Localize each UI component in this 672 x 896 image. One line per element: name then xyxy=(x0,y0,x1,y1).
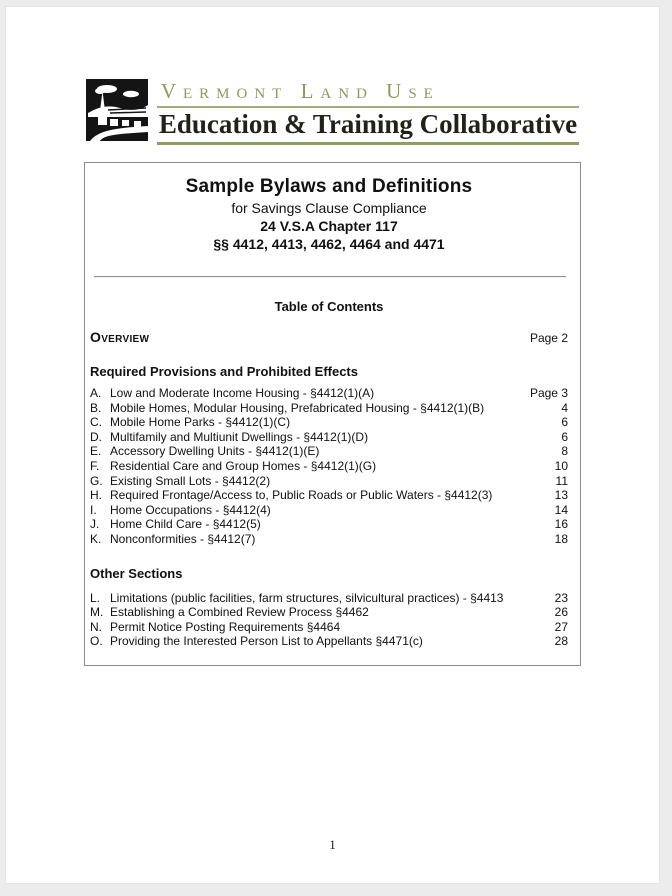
toc-item-page: 8 xyxy=(561,444,568,459)
toc-item-letter: F. xyxy=(90,458,100,473)
toc-section2-heading: Other Sections xyxy=(90,565,183,581)
toc-item-letter: L. xyxy=(90,590,101,605)
toc-item xyxy=(90,517,568,532)
toc-item-page: 23 xyxy=(554,590,568,605)
toc-item-text: Mobile Homes, Modular Housing, Prefabricated Housing - §4412(1)(B) xyxy=(110,400,485,415)
page-number: 1 xyxy=(329,837,336,852)
toc-item xyxy=(90,415,568,430)
toc-item-page: 14 xyxy=(554,502,568,517)
toc-item-page: 11 xyxy=(555,473,568,488)
toc-item-text: Permit Notice Posting Requirements §4464 xyxy=(110,619,341,634)
toc-item xyxy=(90,430,568,445)
toc-item-letter: J. xyxy=(90,517,100,532)
toc-overview-row xyxy=(90,329,568,345)
toc-item-letter: A. xyxy=(90,386,102,400)
toc-item-letter: K. xyxy=(90,531,102,546)
toc-item-page: Page 3 xyxy=(529,386,568,400)
toc-item-text: Mobile Home Parks - §4412(1)(C) xyxy=(110,415,291,430)
toc-item xyxy=(90,444,568,459)
toc-item-text: Establishing a Combined Review Process §4462 xyxy=(110,605,369,620)
toc-item xyxy=(90,474,568,489)
toc-section2-list xyxy=(90,591,568,649)
toc-item xyxy=(90,386,568,401)
org-logo xyxy=(6,79,659,145)
toc-item-page: 27 xyxy=(554,619,568,634)
table-of-contents-box xyxy=(84,162,581,666)
toc-item-letter: N. xyxy=(90,619,102,634)
toc-item-page: 4 xyxy=(561,400,568,415)
toc-item-page: 10 xyxy=(554,458,568,473)
toc-overview-label: Overview xyxy=(90,329,150,345)
village-scene-logo-icon xyxy=(86,79,148,141)
toc-item xyxy=(90,620,568,635)
toc-item xyxy=(90,488,568,503)
document-page xyxy=(5,6,660,884)
toc-item-letter: G. xyxy=(90,473,103,488)
toc-item-letter: M. xyxy=(90,605,104,620)
toc-item-letter: C. xyxy=(90,415,102,430)
document-subtitle-1: for Savings Clause Compliance xyxy=(231,200,427,216)
toc-item-page: 6 xyxy=(561,429,568,444)
toc-item-letter: I. xyxy=(90,502,97,517)
toc-item xyxy=(90,605,568,620)
toc-item-letter: B. xyxy=(90,400,102,415)
org-logo-text xyxy=(157,79,579,145)
toc-item-text: Home Child Care - §4412(5) xyxy=(110,517,261,532)
document-subtitle-2: 24 V.S.A Chapter 117 xyxy=(260,218,398,234)
toc-item-text: Home Occupations - §4412(4) xyxy=(110,502,271,517)
toc-item-text: Limitations (public facilities, farm structures, silvicultural practices) - §4413 xyxy=(110,590,504,605)
toc-item-text: Low and Moderate Income Housing - §4412(1)(A) xyxy=(110,386,375,400)
toc-item-text: Nonconformities - §4412(7) xyxy=(110,531,256,546)
toc-item-letter: D. xyxy=(90,429,102,444)
toc-item xyxy=(90,401,568,416)
toc-item xyxy=(90,532,568,547)
toc-item-text: Residential Care and Group Homes - §4412(1)(G) xyxy=(110,458,377,473)
org-name-line1: Vermont Land Use xyxy=(157,79,579,108)
toc-item-text: Providing the Interested Person List to Appellants §4471(c) xyxy=(110,634,423,649)
org-name-line2: Education & Training Collaborative xyxy=(157,108,579,145)
toc-item-text: Required Frontage/Access to, Public Roads or Public Waters - §4412(3) xyxy=(110,488,493,503)
toc-item-page: 18 xyxy=(554,531,568,546)
toc-item-page: 28 xyxy=(554,634,568,649)
toc-item-letter: H. xyxy=(90,488,102,503)
toc-heading: Table of Contents xyxy=(274,299,384,314)
toc-item-letter: O. xyxy=(90,634,103,649)
toc-item xyxy=(90,503,568,518)
toc-item-text: Accessory Dwelling Units - §4412(1)(E) xyxy=(110,444,320,459)
toc-item-page: 26 xyxy=(554,605,568,620)
horizontal-divider xyxy=(94,276,566,278)
toc-item-page: 13 xyxy=(554,488,568,503)
toc-overview-page: Page 2 xyxy=(529,331,568,345)
toc-item-page: 16 xyxy=(554,517,568,532)
toc-item-page: 6 xyxy=(561,415,568,430)
toc-section1-heading: Required Provisions and Prohibited Effects xyxy=(90,364,358,379)
toc-item xyxy=(90,634,568,649)
document-subtitle-3: §§ 4412, 4413, 4462, 4464 and 4471 xyxy=(213,236,445,252)
toc-item-text: Existing Small Lots - §4412(2) xyxy=(110,473,271,488)
title-block xyxy=(90,176,568,252)
document-title: Sample Bylaws and Definitions xyxy=(185,176,473,197)
toc-section1-list xyxy=(90,386,568,547)
toc-item-letter: E. xyxy=(90,444,102,459)
toc-item xyxy=(90,591,568,606)
toc-item xyxy=(90,459,568,474)
toc-item-text: Multifamily and Multiunit Dwellings - §4412(1)(D) xyxy=(110,429,369,444)
